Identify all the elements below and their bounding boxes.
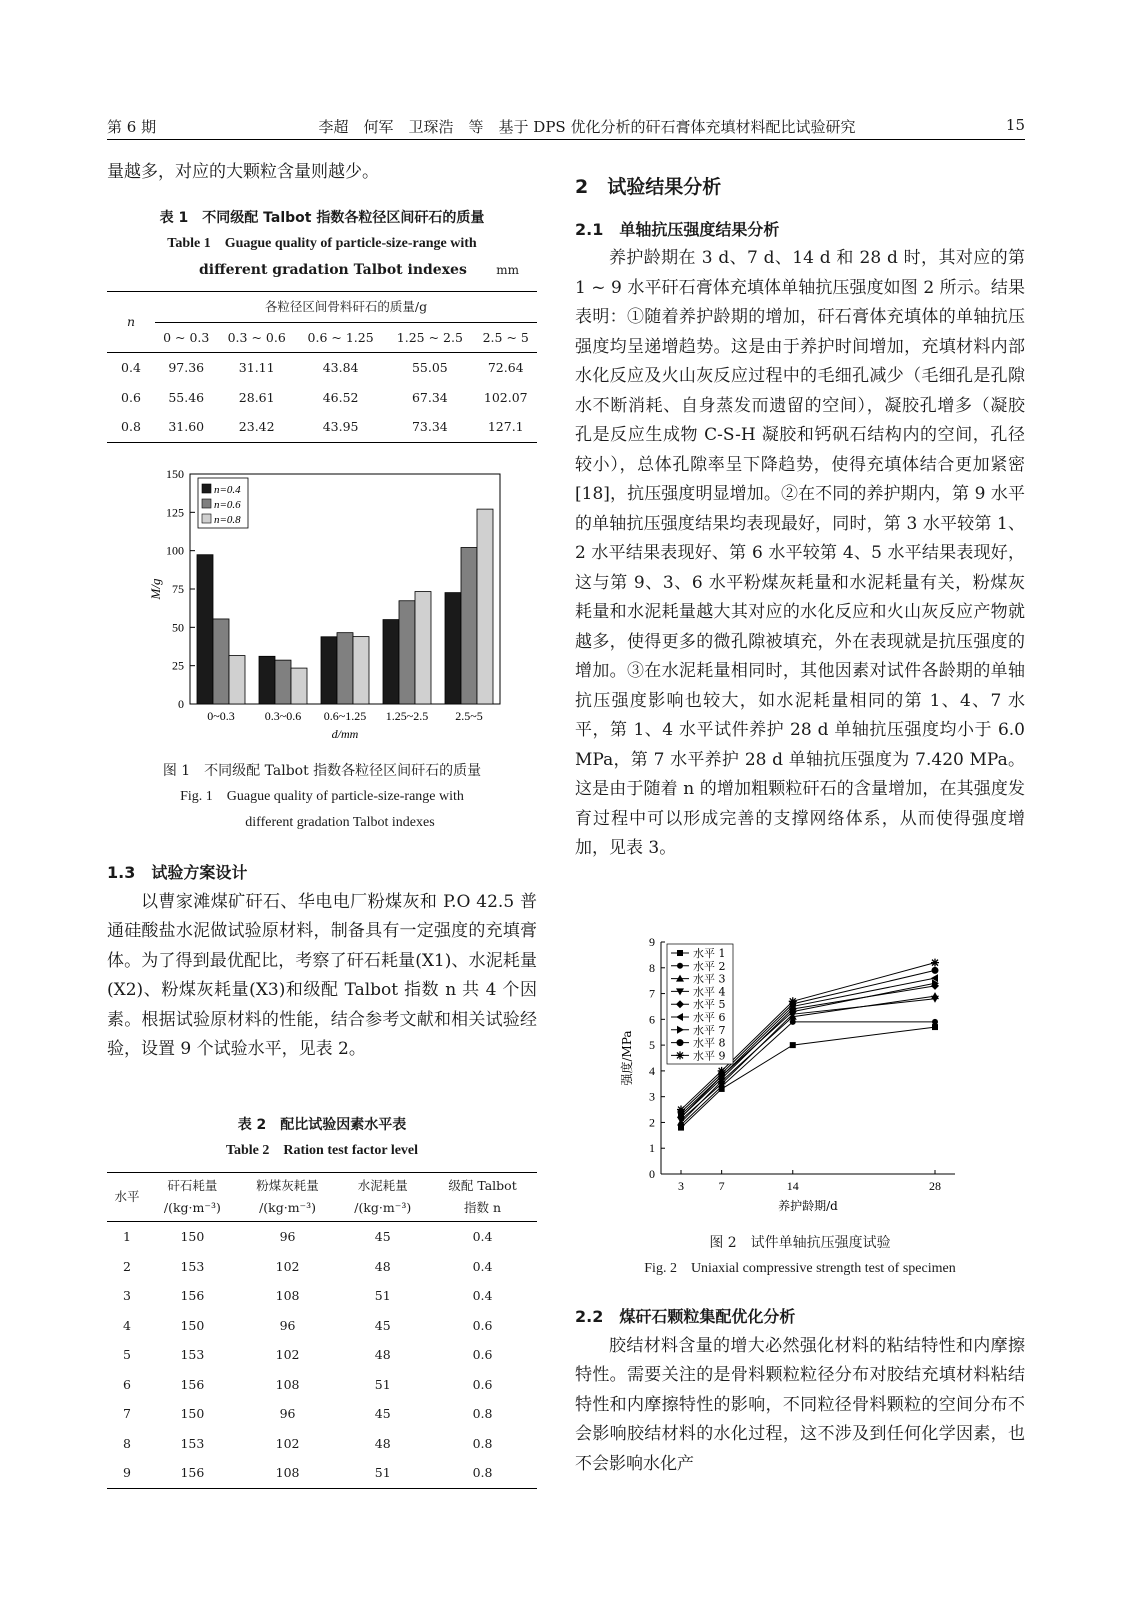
data-point	[718, 1067, 726, 1075]
figure1-caption	[107, 758, 537, 836]
x-tick-label: 0.3~0.6	[264, 709, 302, 723]
table-cell: 67.34	[411, 389, 448, 405]
table1-head-n: n	[107, 292, 155, 353]
data-point	[677, 1106, 685, 1114]
bar	[461, 547, 477, 704]
legend-swatch	[202, 484, 211, 493]
table-cell: 108	[275, 1376, 300, 1392]
table-cell: 45	[374, 1229, 391, 1244]
section-2-1-heading: 2.1 单轴抗压强度结果分析	[575, 219, 780, 239]
table-row	[107, 1311, 537, 1341]
table1-group-head: 各粒径区间骨料矸石的质量/g	[155, 292, 537, 323]
table-cell: 55.46	[168, 389, 205, 405]
head-unit: /(kg·m⁻³)	[259, 1200, 317, 1215]
head-unit: /(kg·m⁻³)	[163, 1200, 221, 1215]
bar	[399, 601, 415, 704]
table1-title-en-2: different gradation Talbot indexes	[199, 262, 467, 278]
table-cell: 1	[123, 1229, 131, 1244]
table-cell: 55.05	[411, 360, 448, 375]
table-cell: 0.8	[472, 1435, 493, 1451]
table-cell: 0.8	[121, 419, 141, 434]
y-axis-label: M/g	[148, 578, 163, 600]
table-row	[107, 353, 537, 383]
data-point	[790, 1019, 796, 1025]
table-row	[107, 1370, 537, 1400]
table-cell: 9	[123, 1465, 131, 1480]
section-heading: 1.3 试验方案设计	[107, 863, 248, 882]
y-tick-label: 8	[649, 960, 655, 975]
table-cell: 0.4	[472, 1258, 493, 1274]
table-cell: 5	[123, 1347, 131, 1362]
table-cell: 150	[180, 1406, 205, 1421]
y-tick-label: 25	[172, 658, 184, 673]
right-column	[575, 173, 1025, 864]
table2-title-en: Table 2 Ration test factor level	[225, 1143, 419, 1158]
table-cell: 108	[275, 1288, 300, 1303]
table-row	[107, 1222, 537, 1252]
legend-marker	[676, 1051, 684, 1059]
header-rule	[107, 139, 1025, 140]
y-tick-label: 150	[166, 467, 184, 481]
bar	[213, 619, 229, 704]
table-cell: 156	[180, 1465, 205, 1480]
table-cell: 96	[279, 1406, 296, 1421]
bar	[291, 668, 307, 704]
table-cell: 73.34	[411, 419, 448, 434]
figure2-line-chart	[615, 932, 975, 1222]
table-cell: 31.11	[238, 360, 275, 375]
table-cell: 7	[123, 1406, 131, 1421]
legend-label: 水平 1	[693, 947, 726, 960]
table-cell: 48	[374, 1258, 391, 1274]
table2-head-gangue	[147, 1173, 238, 1222]
data-point	[931, 959, 939, 967]
legend-label: 水平 9	[693, 1049, 726, 1063]
table-cell: 3	[123, 1288, 131, 1303]
section-1-3	[107, 858, 537, 1065]
section-2-1-paragraph: 养护龄期在 3 d、7 d、14 d 和 28 d 时，其对应的第 1 ~ 9 水平矸石膏体充填体单轴抗压强度如图 2 所示。结果表明：①随着养护龄期的增加，矸石膏体充填体的单轴抗压强度均呈递增趋势。这是由于养护时间增加，充填材料内部水化反应及火山灰反应过程中的毛细孔减少（毛细孔是孔隙水不断消耗、自身蒸发而遗留的空间），凝胶孔增多（凝胶孔是反应生成物 C-S-H 凝胶和钙矾石结构内的空间，孔径较小），总体孔隙率呈下降趋势，使得充填体结合更加紧密[18]，抗压强度明显增加。②在不同的养护期内，第 9 水平的单轴抗压强度结果均表现最好，同时，第 3 水平较第 1、2 水平结果表现好、第 6 水平较第 4、5 水平结果表现好，这与第 9、3、6 水平粉煤灰耗量和水泥耗量有关，粉煤灰耗量和水泥耗量越大其对应的水化反应和火山灰反应产物就越多，使得更多的微孔隙被填充，外在表现就是抗压强度的增加。③在水泥耗量相同时，其他因素对试件各龄期的单轴抗压强度影响也较大，如水泥耗量相同的第 1、4、7 水平，第 1、4 水平试件养护 28 d 单轴抗压强度均小于 6.0 MPa，第 7 水平养护 28 d 单轴抗压强度为 7.420 MPa。这是由于随着 n 的增加粗颗粒矸石的含量增加，在其强度发育过程中可以形成完善的支撑网络体系，从而使得强度增加，见表 3。	[575, 248, 1025, 858]
y-tick-label: 0	[178, 697, 184, 711]
head-unit: /(kg·m⁻³)	[354, 1200, 412, 1215]
table-cell: 0.6	[472, 1376, 493, 1392]
x-axis-label: d/mm	[331, 727, 359, 741]
legend-label: 水平 5	[693, 998, 726, 1012]
bar	[445, 593, 461, 704]
table-cell: 8	[123, 1435, 131, 1451]
y-tick-label: 3	[649, 1089, 655, 1104]
legend-swatch	[202, 499, 211, 508]
data-point	[932, 967, 939, 974]
legend-label: 水平 6	[693, 1011, 726, 1024]
y-tick-label: 4	[649, 1063, 655, 1078]
table1-block	[107, 205, 537, 443]
y-tick-label: 6	[649, 1012, 655, 1027]
table-cell: 153	[180, 1258, 205, 1274]
table2-title-cn: 表 2 配比试验因素水平表	[237, 1117, 407, 1133]
legend-label: 水平 4	[693, 985, 726, 999]
table2-block	[107, 1112, 537, 1489]
table2-head-level: 水平	[114, 1189, 140, 1204]
table2-body	[107, 1222, 537, 1489]
fig2-caption-en: Fig. 2 Uniaxial compressive strength test of specimen	[644, 1261, 956, 1276]
head-line: 级配 Talbot	[448, 1178, 517, 1193]
table-cell: 43.84	[322, 360, 359, 375]
table-cell: 156	[180, 1288, 205, 1303]
fig2-caption-cn: 图 2 试件单轴抗压强度试验	[709, 1235, 891, 1251]
table-cell: 108	[275, 1465, 300, 1480]
bar	[229, 656, 245, 704]
table-cell: 45	[374, 1406, 391, 1421]
bar	[275, 660, 291, 704]
head-line: 水泥耗量	[357, 1178, 408, 1193]
legend-label: 水平 8	[693, 1036, 726, 1050]
bar	[383, 620, 399, 704]
figure1-bar-chart	[140, 462, 510, 752]
table-cell: 6	[123, 1376, 131, 1392]
y-tick-label: 0	[649, 1167, 655, 1181]
table-cell: 45	[374, 1317, 391, 1333]
table-cell: 46.52	[322, 389, 359, 405]
table-cell: 102	[275, 1347, 300, 1362]
table-cell: 0.6	[121, 389, 141, 405]
legend-marker	[677, 963, 683, 969]
issue-number: 第 6 期	[107, 118, 157, 136]
table1-col-head: 2.5 ~ 5	[482, 329, 529, 345]
table-cell: 48	[374, 1435, 391, 1451]
table1-unit: mm	[496, 263, 519, 277]
table2-head-flyash	[238, 1173, 338, 1222]
section-2-heading: 2 试验结果分析	[575, 176, 722, 198]
table-cell: 96	[279, 1317, 296, 1333]
table-cell: 102.07	[483, 389, 528, 405]
y-tick-label: 9	[649, 935, 655, 949]
table-cell: 0.8	[472, 1465, 493, 1480]
table-cell: 48	[374, 1347, 391, 1362]
table-cell: 0.4	[121, 360, 141, 375]
table-cell: 102	[275, 1435, 300, 1451]
table1-col-head: 0 ~ 0.3	[163, 329, 210, 345]
legend-label: 水平 7	[693, 1023, 726, 1037]
legend-label: n=0.8	[214, 514, 241, 526]
table1	[107, 291, 537, 443]
running-header	[107, 112, 1025, 138]
table-cell: 31.60	[168, 419, 205, 434]
table2-head-cement	[337, 1173, 428, 1222]
bar	[197, 555, 213, 704]
data-point	[789, 997, 797, 1005]
bar	[415, 592, 431, 704]
table-cell: 150	[180, 1229, 205, 1244]
page-number: 15	[1005, 116, 1025, 134]
legend-marker	[677, 950, 683, 956]
intro-line: 量越多，对应的大颗粒含量则越少。	[107, 162, 379, 182]
table-cell: 150	[180, 1317, 205, 1333]
x-tick-label: 28	[929, 1179, 941, 1193]
table-cell: 97.36	[168, 360, 205, 375]
table-row	[107, 1281, 537, 1311]
table-cell: 153	[180, 1347, 205, 1362]
y-tick-label: 7	[649, 986, 655, 1001]
y-tick-label: 125	[166, 505, 184, 520]
table-cell: 153	[180, 1435, 205, 1451]
legend-swatch	[202, 514, 211, 523]
left-column	[107, 158, 537, 188]
legend-label: n=0.6	[214, 499, 241, 511]
x-tick-label: 7	[718, 1179, 725, 1193]
table-cell: 4	[123, 1317, 131, 1333]
table-row	[107, 1340, 537, 1370]
head-unit: 指数 n	[464, 1200, 502, 1215]
data-point	[932, 1019, 938, 1025]
legend-label: 水平 3	[693, 972, 726, 986]
y-tick-label: 75	[172, 582, 184, 596]
table-cell: 0.4	[472, 1288, 493, 1303]
table-row	[107, 1458, 537, 1488]
section-2-2	[575, 1302, 1025, 1479]
bar	[321, 637, 337, 704]
table-cell: 72.64	[487, 360, 524, 375]
table-row	[107, 1252, 537, 1282]
head-line: 粉煤灰耗量	[256, 1178, 319, 1193]
fig1-caption-en-2: different gradation Talbot indexes	[245, 815, 435, 830]
legend-label: 水平 2	[693, 959, 726, 973]
table-cell: 51	[374, 1376, 391, 1392]
fig1-caption-cn: 图 1 不同级配 Talbot 指数各粒径区间矸石的质量	[162, 763, 482, 779]
y-tick-label: 50	[172, 620, 184, 635]
bar	[477, 509, 493, 704]
table-cell: 0.8	[472, 1406, 493, 1421]
table-cell: 127.1	[487, 419, 524, 434]
data-point	[790, 1042, 796, 1048]
table-cell: 102	[275, 1258, 300, 1274]
y-tick-label: 100	[166, 543, 184, 558]
table1-title-en-row	[107, 257, 537, 283]
x-tick-label: 1.25~2.5	[385, 709, 429, 723]
table-cell: 0.6	[472, 1317, 493, 1333]
section-2-2-heading: 2.2 煤矸石颗粒集配优化分析	[575, 1307, 796, 1326]
table-row	[107, 1429, 537, 1459]
table-cell: 51	[374, 1288, 391, 1303]
table1-col-head: 0.3 ~ 0.6	[227, 329, 286, 345]
fig1-caption-en-1: Fig. 1 Guague quality of particle-size-range with	[180, 789, 464, 804]
table-cell: 2	[123, 1258, 131, 1274]
table-row	[107, 412, 537, 442]
x-tick-label: 0.6~1.25	[323, 709, 367, 723]
table1-title-en-1: Table 1 Guague quality of particle-size-range with	[167, 236, 477, 251]
table2-head-talbot	[428, 1173, 537, 1222]
legend-label: n=0.4	[214, 484, 241, 496]
section-paragraph: 以曹家滩煤矿矸石、华电电厂粉煤灰和 P.O 42.5 普通硅酸盐水泥做试验原材料，制备具有一定强度的充填膏体。为了得到最优配比，考察了矸石耗量(X1)、水泥耗量(X2)、粉煤灰耗量(X3)和级配 Talbot 指数 n 共 4 个因素。根据试验原材料的性能，结合参考文献和相关试验经验，设置 9 个试验水平，见表 2。	[107, 891, 537, 1059]
legend-marker	[677, 1039, 684, 1046]
table-cell: 28.61	[238, 389, 275, 405]
y-tick-label: 1	[649, 1141, 655, 1156]
table1-col-head: 0.6 ~ 1.25	[307, 329, 374, 345]
table1-col-head: 1.25 ~ 2.5	[396, 329, 463, 345]
table-cell: 156	[180, 1376, 205, 1392]
table-row	[107, 1399, 537, 1429]
table-cell: 0.6	[472, 1347, 493, 1362]
x-axis-label: 养护龄期/d	[778, 1199, 838, 1213]
table-cell: 96	[279, 1229, 296, 1244]
x-tick-label: 2.5~5	[455, 709, 483, 723]
y-tick-label: 5	[649, 1038, 655, 1053]
x-tick-label: 14	[786, 1179, 799, 1193]
bar	[259, 656, 275, 704]
table-cell: 0.4	[472, 1229, 493, 1244]
head-line: 矸石耗量	[167, 1178, 218, 1193]
table-cell: 51	[374, 1465, 391, 1480]
y-axis-label: 强度/MPa	[620, 1030, 634, 1086]
bar	[337, 633, 353, 704]
x-tick-label: 0~0.3	[207, 709, 235, 723]
table1-title-cn: 表 1 不同级配 Talbot 指数各粒径区间矸石的质量	[159, 210, 485, 226]
table-cell: 43.95	[322, 419, 359, 434]
table-row	[107, 383, 537, 413]
table2	[107, 1172, 537, 1489]
data-point	[932, 1024, 938, 1030]
figure2-caption	[575, 1230, 1025, 1282]
y-tick-label: 2	[649, 1115, 655, 1130]
bar	[353, 637, 369, 704]
section-2-2-paragraph: 胶结材料含量的增大必然强化材料的粘结特性和内摩擦特性。需要关注的是骨料颗粒粒径分布对胶结充填材料粘结特性和内摩擦特性的影响，不同粒径骨料颗粒的空间分布不会影响胶结材料的水化过程，这不涉及到任何化学因素，也不会影响水化产	[575, 1335, 1025, 1474]
table-cell: 23.42	[238, 419, 275, 434]
x-tick-label: 3	[678, 1179, 684, 1193]
running-title: 李超 何军 卫琛浩 等 基于 DPS 优化分析的矸石膏体充填材料配比试验研究	[318, 118, 856, 136]
